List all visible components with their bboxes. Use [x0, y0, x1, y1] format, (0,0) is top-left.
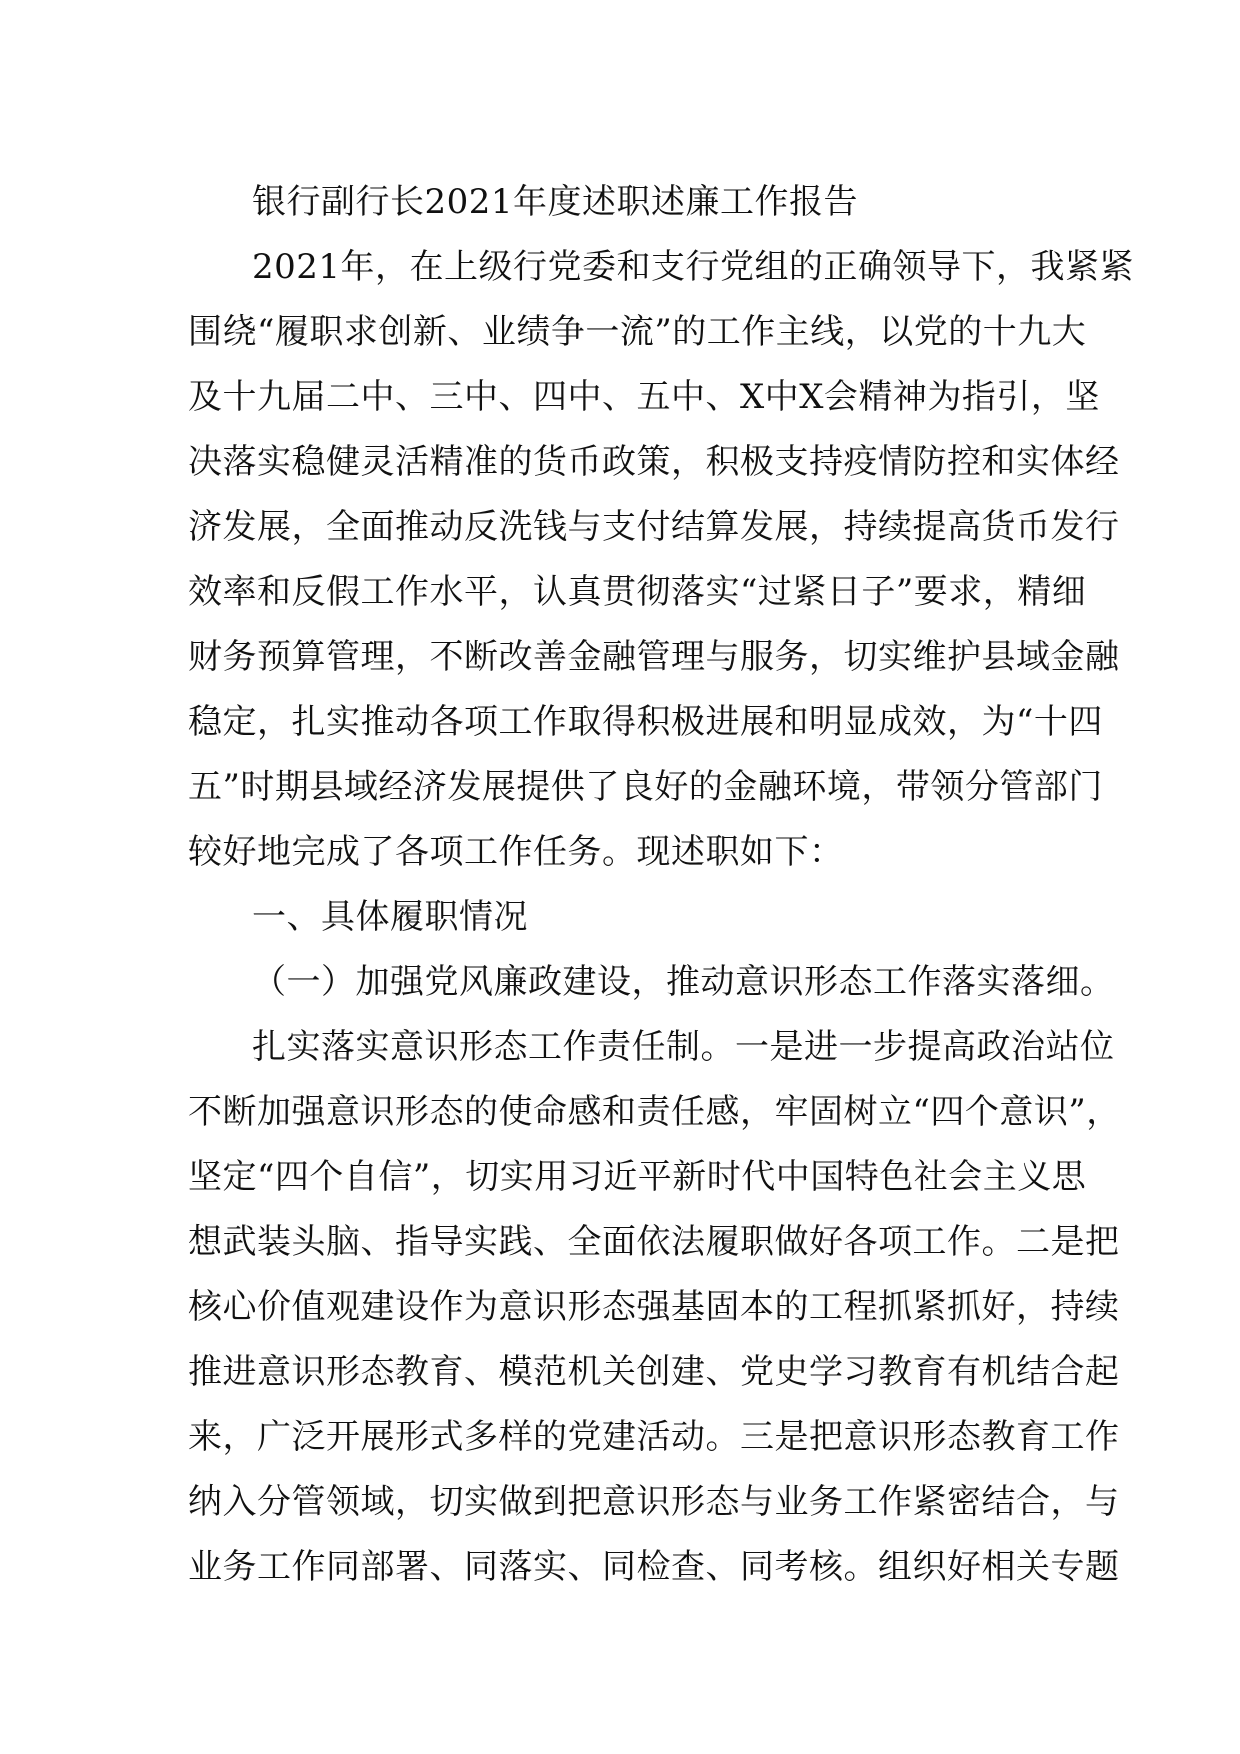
paragraph-line: 较好地完成了各项工作任务。现述职如下： — [188, 832, 844, 872]
subsection-heading: （一）加强党风廉政建设，推动意识形态工作落实落细。 — [252, 962, 1115, 1002]
paragraph-line: 效率和反假工作水平，认真贯彻落实“过紧日子”要求，精细 — [188, 572, 1087, 612]
paragraph-line: 围绕“履职求创新、业绩争一流”的工作主线，以党的十九大 — [188, 312, 1087, 352]
report-body — [188, 170, 1135, 1600]
paragraph-line: 2021年，在上级行党委和支行党组的正确领导下，我紧紧 — [252, 247, 1135, 287]
paragraph-line: 济发展，全面推动反洗钱与支付结算发展，持续提高货币发行 — [188, 507, 1120, 547]
paragraph-line: 决落实稳健灵活精准的货币政策，积极支持疫情防控和实体经 — [188, 442, 1120, 482]
paragraph-line: 财务预算管理，不断改善金融管理与服务，切实维护县域金融 — [188, 637, 1120, 677]
paragraph-line: 扎实落实意识形态工作责任制。一是进一步提高政治站位 — [252, 1027, 1115, 1067]
paragraph-line: 坚定“四个自信”，切实用习近平新时代中国特色社会主义思 — [188, 1157, 1087, 1197]
document-title: 银行副行长2021年度述职述廉工作报告 — [252, 182, 859, 222]
paragraph-line: 来，广泛开展形式多样的党建活动。三是把意识形态教育工作 — [188, 1417, 1120, 1457]
paragraph-line: 纳入分管领域，切实做到把意识形态与业务工作紧密结合，与 — [188, 1482, 1120, 1522]
paragraph-line: 不断加强意识形态的使命感和责任感，牢固树立“四个意识”， — [188, 1092, 1121, 1132]
paragraph-line: 稳定，扎实推动各项工作取得积极进展和明显成效，为“十四 — [188, 702, 1103, 742]
paragraph-line: 想武装头脑、指导实践、全面依法履职做好各项工作。二是把 — [188, 1222, 1120, 1262]
paragraph-line: 核心价值观建设作为意识形态强基固本的工程抓紧抓好，持续 — [188, 1287, 1120, 1327]
paragraph-line: 业务工作同部署、同落实、同检查、同考核。组织好相关专题 — [188, 1547, 1120, 1587]
paragraph-line: 五”时期县域经济发展提供了良好的金融环境，带领分管部门 — [188, 767, 1103, 807]
section-heading: 一、具体履职情况 — [252, 897, 528, 937]
paragraph-line: 推进意识形态教育、模范机关创建、党史学习教育有机结合起 — [188, 1352, 1120, 1392]
paragraph-line: 及十九届二中、三中、四中、五中、X中X会精神为指引，坚 — [188, 377, 1100, 417]
